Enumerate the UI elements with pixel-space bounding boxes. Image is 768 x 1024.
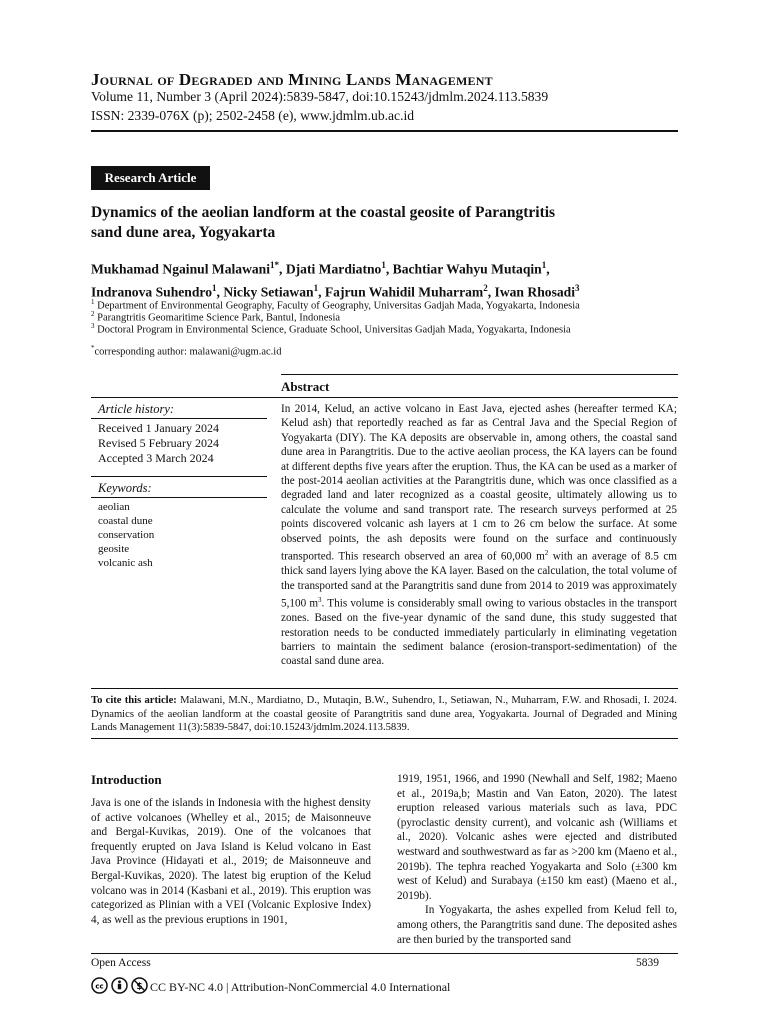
keywords-label: Keywords:	[98, 481, 152, 495]
abstract-top-rule	[281, 374, 678, 375]
keywords-top-rule	[91, 476, 267, 477]
author-affil-sup: 1	[381, 260, 386, 270]
abstract-heading: Abstract	[281, 379, 330, 394]
author-affil-sup: 3	[575, 282, 580, 293]
cc-license-icons	[91, 977, 148, 994]
affiliation-text: Doctoral Program in Environmental Science, Graduate School, Universitas Gadjah Mada, Yogyakarta, Indonesia	[94, 324, 571, 336]
author-name: , Iwan Rhosadi	[487, 284, 575, 300]
article-type-badge: Research Article	[91, 166, 210, 190]
intro-left-column: Java is one of the islands in Indonesia with the highest density of active volcanoes (Whelley et al., 2015; de Maisonneuve and Bergal-Kuvikas, 2019). One of the volcanoes that frequently erupted on Java Island is Kelud volcano in East Java Province (Hidayati et al., 2019; de Maisonneuve and Bergal-Kuvikas, 2020). The latest big eruption of the Kelud volcano was in 2014 (Kasbani et al., 2019). This eruption was categorized as Plinian with a VEI (Volcanic Explosive Index) 4, as well as the previous eruptions in 1901,	[91, 797, 371, 926]
author-name: , Djati Mardiatno	[279, 261, 382, 277]
history-received: Received 1 January 2024	[98, 421, 219, 435]
journal-issn-line: ISSN: 2339-076X (p); 2502-2458 (e), www.jdmlm.ub.ac.id	[91, 108, 415, 123]
abstract-heading-rule	[91, 397, 678, 398]
intro-right-para-1: 1919, 1951, 1966, and 1990 (Newhall and Self, 1982; Maeno et al., 2019a,b; Mastin and Van Eaton, 2020). The latest eruption released various materials such as lava, PDC (pyroclastic density current), and volcanic ash (Williams et al., 2020). Volcanic ashes were ejected and distributed westward and southwestward as far as >200 km (Maeno et al., 2019b). The tephra reached Yogyakarta and Solo (±300 km west of Kelud) and Surabaya (±150 km east) (Maeno et al., 2019b).	[397, 773, 677, 902]
affiliation-3	[91, 322, 571, 336]
keyword-item: conservation	[98, 529, 155, 541]
abstract-text: In 2014, Kelud, an active volcano in East Java, ejected ashes (hereafter termed KA; Kelud ash) that reportedly reached as far as Central Java and the Special Region of Yogyakarta (DIY). The KA deposits are observable in, among others, the coastal sand dune area in Parangtritis. Due to the active aeolian process, the KA layers can be found at different depths five years after the eruption. Thus, the KA can be used as a marker of the post-2014 aeolian activities at the Parangtritis dune, which was once classified as a degraded land and later recognized as a coastal geosite, ultimately allowing us to calculate the volume and sand transport rate. The research surveys performed at 25 points discovered volcanic ash layers at 1 cm to 26 cm below the surface. At some observed points, the ash deposits were found on the surface and continuously transported. This research observed an area of 60,000 m	[281, 403, 677, 563]
keyword-item: aeolian	[98, 501, 130, 513]
page-number: 5839	[636, 957, 659, 969]
abstract-sup: 2	[544, 549, 549, 558]
corresponding-sup: *	[91, 344, 95, 352]
author-line-1: Mukhamad Ngainul Malawani$^{1*}$, Djati Mardiatno$^1$, Bachtiar Wahyu Mutaqin$^1$,	[91, 260, 550, 277]
history-accepted: Accepted 3 March 2024	[98, 451, 214, 465]
article-history-label: Article history:	[98, 402, 175, 416]
author-name: , Nicky Setiawan	[216, 284, 314, 300]
keyword-item: volcanic ash	[98, 557, 153, 569]
author-list	[91, 256, 691, 301]
author-affil-sup: 1	[212, 282, 217, 293]
cc-icon	[91, 977, 108, 994]
cite-label: To cite this article:	[91, 695, 177, 706]
cite-text: Malawani, M.N., Mardiatno, D., Mutaqin, B.W., Suhendro, I., Setiawan, N., Muharram, F.W. and Rhosadi, I. 2024. Dynamics of the aeolian landform at the coastal geosite of Parangtritis sand dune area, Yogyakarta. Journal of Degraded and Mining Lands Management 11(3):5839-5847, doi:10.15243/jdmlm.2024.113.5839.	[91, 695, 678, 734]
article-title	[91, 203, 671, 243]
intro-right-para-2: In Yogyakarta, the ashes expelled from Kelud fell to, among others, the Parangtritis sand dune. The deposited ashes are then buried by the transported sand	[397, 904, 677, 946]
abstract-sup: 3	[318, 596, 322, 605]
affiliation-text: Parangtritis Geomaritime Science Park, Bantul, Indonesia	[94, 312, 341, 324]
attribution-icon	[111, 977, 128, 994]
noncommercial-icon	[131, 977, 148, 994]
abstract-body	[281, 402, 677, 669]
affiliation-text: Department of Environmental Geography, Faculty of Geography, Universitas Gadjah Mada, Yogyakarta, Indonesia	[94, 300, 580, 312]
svg-text:cc: cc	[95, 982, 104, 991]
header-divider	[91, 130, 678, 132]
author-affil-sup: 1	[313, 282, 319, 293]
intro-right-column	[397, 772, 677, 947]
footer-rule	[91, 953, 678, 954]
journal-title: Journal of Degraded and Mining Lands Management	[91, 70, 493, 89]
open-access-label: Open Access	[91, 957, 151, 969]
affiliation-sup: 3	[91, 322, 95, 330]
keyword-item: geosite	[98, 543, 130, 555]
history-revised: Revised 5 February 2024	[98, 436, 219, 450]
title-line-2: sand dune area, Yogyakarta	[91, 224, 276, 241]
history-rule	[91, 418, 267, 419]
author-name: Mukhamad Ngainul Malawani	[91, 261, 271, 277]
keyword-item: coastal dune	[98, 515, 153, 527]
corresponding-author	[91, 344, 281, 358]
affiliation-sup: 2	[91, 310, 95, 318]
cite-top-rule	[91, 688, 678, 689]
author-affil-sup: 1	[541, 260, 547, 270]
author-affil-sup: 2	[483, 282, 488, 293]
author-name: , Bachtiar Wahyu Mutaqin	[385, 261, 542, 277]
author-affil-sup: 1*	[270, 260, 280, 270]
keywords-rule	[91, 497, 267, 498]
introduction-heading: Introduction	[91, 772, 162, 787]
abstract-text: . This volume is considerably small owing to various obstacles in the transport zones. Based on the five-year dynamic of the sand dune, this study suggested that restoration needs to be conducted immediately particularly in eliminating vegetation barriers to maintain the sediment balance (erosion-transport-sedimentation) of the coastal sand dune area.	[281, 597, 678, 668]
cite-block	[91, 694, 677, 735]
title-line-1: Dynamics of the aeolian landform at the coastal geosite of Parangtritis	[91, 204, 556, 221]
svg-text:$: $	[136, 982, 143, 992]
corresponding-text: corresponding author: malawani@ugm.ac.id	[94, 346, 282, 358]
affiliation-sup: 1	[91, 298, 95, 306]
journal-volume-line: Volume 11, Number 3 (April 2024):5839-5847, doi:10.15243/jdmlm.2024.113.5839	[91, 89, 549, 104]
license-text: CC BY-NC 4.0 | Attribution-NonCommercial 4.0 International	[150, 980, 451, 994]
cite-bottom-rule	[91, 738, 678, 739]
abstract-text: with an average of 8.5 cm thick sand layers lying above the KA layer. Based on the calculation, the total volume of the transported sand at the Parangtritis sand dune from 2014 to 2019 was approximately 5,100 m	[281, 550, 677, 610]
author-name: , Fajrun Wahidil Muharram	[318, 284, 484, 300]
author-name: Indranova Suhendro	[91, 284, 213, 300]
